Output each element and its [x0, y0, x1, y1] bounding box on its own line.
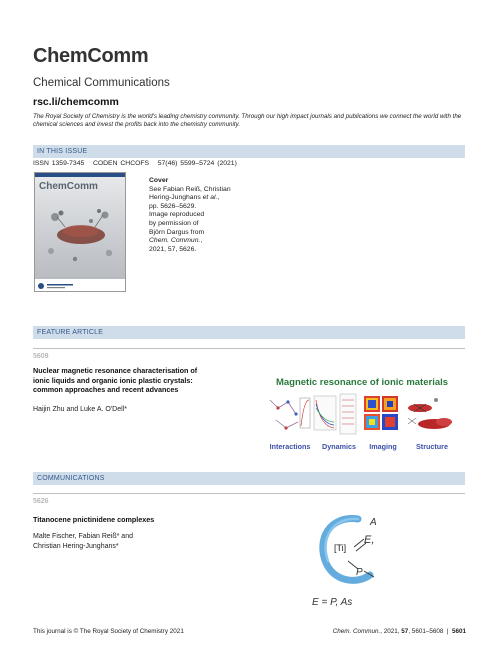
section-bar-feature-article: FEATURE ARTICLE — [33, 326, 465, 339]
e-label: E, — [364, 534, 375, 546]
comm-graphical-abstract — [310, 505, 400, 615]
cover-caption-line: pp. 5626–5629. — [149, 202, 197, 210]
formula-label: E = P, As — [312, 597, 353, 608]
footer-page-number: 5601 — [451, 628, 466, 635]
cover-caption-line: Hering-Junghans et al., — [149, 194, 220, 202]
journal-title: ChemComm — [33, 45, 149, 67]
graphic-label-interactions: Interactions — [269, 442, 311, 451]
interactions-panel — [270, 398, 310, 430]
issn: ISSN 1359-7345 — [33, 160, 85, 167]
cover-caption-line: Chem. Commun., — [149, 237, 203, 245]
cover-caption-line: Image reproduced — [149, 211, 205, 219]
issn-line — [33, 160, 237, 167]
structure-panel — [408, 398, 452, 429]
section-bar-communications: COMMUNICATIONS — [33, 472, 465, 485]
cover-caption-line: by permission of — [149, 219, 199, 227]
imaging-panel — [364, 396, 398, 430]
ti-label: [Ti] — [334, 543, 347, 553]
footer-copyright: This journal is © The Royal Society of Chemistry 2021 — [33, 628, 184, 635]
a-label: A — [370, 517, 377, 528]
feature-page-number: 5609 — [33, 353, 49, 360]
section-bar-in-this-issue: IN THIS ISSUE — [33, 145, 465, 158]
section-rule — [33, 348, 465, 349]
cover-journal-title: ChemComm — [39, 181, 98, 192]
feature-graphical-abstract — [262, 370, 462, 460]
cover-caption-line: 2021, 57, 5626. — [149, 245, 197, 253]
feature-article-title[interactable]: Nuclear magnetic resonance characterisation of ionic liquids and organic ionic plastic crystals: common approaches and recent advances — [33, 366, 198, 394]
graphic-label-dynamics: Dynamics — [322, 442, 356, 451]
section-rule — [33, 493, 465, 494]
journal-subtitle: Chemical Communications — [33, 77, 170, 89]
issue-ref: 57(46) 5599–5724 (2021) — [157, 160, 237, 167]
graphic-label-imaging: Imaging — [369, 442, 397, 451]
cover-caption-title: Cover — [149, 177, 169, 184]
graphic-label-structure: Structure — [416, 442, 448, 451]
cover-caption-line: Björn Dargus from — [149, 228, 205, 236]
comm-page-number: 5626 — [33, 498, 49, 505]
cover-image[interactable] — [34, 172, 126, 292]
dynamics-panel — [314, 394, 356, 434]
cover-caption-line: See Fabian Reiß, Christian — [149, 185, 231, 193]
cover-illustration — [35, 173, 126, 292]
comm-article-authors: Malte Fischer, Fabian Reiß* and Christian Hering-Junghans* — [33, 533, 133, 550]
footer-citation: Chem. Commun., 2021, 57, 5601–5608 | 5601 — [332, 628, 466, 635]
comm-article-title[interactable]: Titanocene pnictinidene complexes — [33, 515, 155, 524]
journal-url[interactable]: rsc.li/chemcomm — [33, 96, 119, 108]
cover-caption — [149, 177, 279, 254]
p-label: P — [356, 567, 363, 578]
coden: CODEN CHCOFS — [92, 160, 150, 167]
feature-article-authors: Haijin Zhu and Luke A. O'Dell* — [33, 406, 127, 413]
intro-text: The Royal Society of Chemistry is the world's leading chemistry community. Through our high impact journals and publications we connect the world with the chemical sciences and invest the profits back into the chemistry community. — [33, 113, 462, 128]
graphic-heading: Magnetic resonance of ionic materials — [275, 377, 449, 388]
